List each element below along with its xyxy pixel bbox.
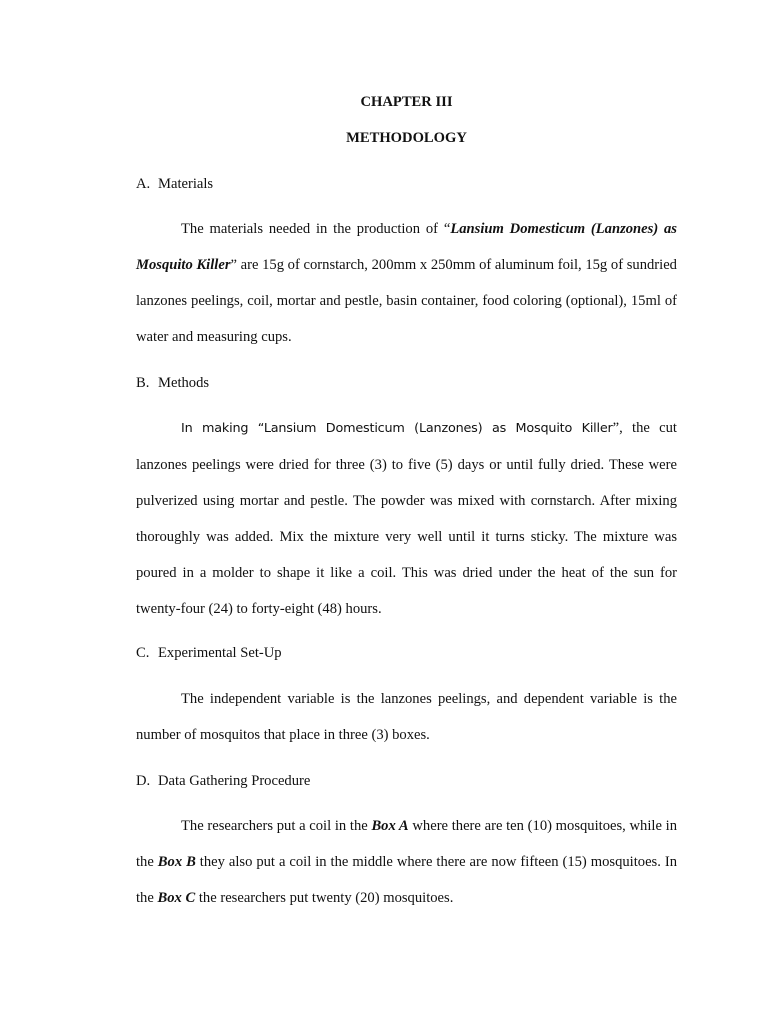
paragraph-text: the researchers put twenty (20) mosquitoes. (195, 890, 454, 906)
section-heading-setup (136, 644, 677, 662)
materials-paragraph (136, 211, 677, 355)
section-label: C. (136, 645, 150, 661)
box-b-label: Box B (157, 854, 196, 870)
box-a-label: Box A (371, 818, 409, 834)
section-heading-methods (136, 374, 677, 392)
product-title: Lansium Domesticum (Lanzones) as Mosquito Killer (136, 221, 677, 273)
paragraph-text: they also put a coil in the middle where there are now fifteen (15) mosquitoes. In the (136, 854, 677, 906)
paragraph-text: where there are ten (10) mosquitoes, while in the (136, 818, 677, 870)
procedure-paragraph (136, 808, 677, 916)
paragraph-text: ”, the cut lanzones peelings were dried for three (3) to five (5) days or until fully dried. These were pulverized using mortar and pestle. The powder was mixed with cornstarch. After mixing thoroughly was added. Mix the mixture very well until it turns sticky. The mixture was poured in a molder to shape it like a coil. This was dried under the heat of the sun for twenty-four (24) to forty-eight (48) hours. (136, 420, 677, 617)
section-label: A. (136, 176, 151, 192)
methods-paragraph (136, 410, 677, 627)
section-label: B. (136, 375, 150, 391)
section-heading-materials (136, 175, 677, 193)
product-title: Lansium Domesticum (Lanzones) as Mosquito Killer (263, 421, 613, 436)
section-heading-text: Experimental Set-Up (158, 645, 282, 661)
section-heading-procedure (136, 772, 677, 790)
section-heading-text: Data Gathering Procedure (158, 773, 311, 789)
box-c-label: Box C (157, 890, 196, 906)
paragraph-text: The researchers put a coil in the (181, 818, 372, 834)
paragraph-text: The materials needed in the production of “ (181, 221, 451, 237)
section-heading-text: Materials (158, 176, 214, 192)
setup-paragraph: The independent variable is the lanzones peelings, and dependent variable is the number of mosquitos that place in three (3) boxes. (136, 691, 677, 743)
section-label: D. (136, 773, 151, 789)
paragraph-text: ” are 15g of cornstarch, 200mm x 250mm of aluminum foil, 15g of sundried lanzones peelings, coil, mortar and pestle, basin container, food coloring (optional), 15ml of water and measuring cups. (136, 257, 677, 345)
chapter-title: METHODOLOGY (346, 130, 467, 146)
chapter-number: CHAPTER III (360, 94, 453, 110)
section-heading-text: Methods (158, 375, 210, 391)
paragraph-text: In making “ (181, 421, 264, 436)
